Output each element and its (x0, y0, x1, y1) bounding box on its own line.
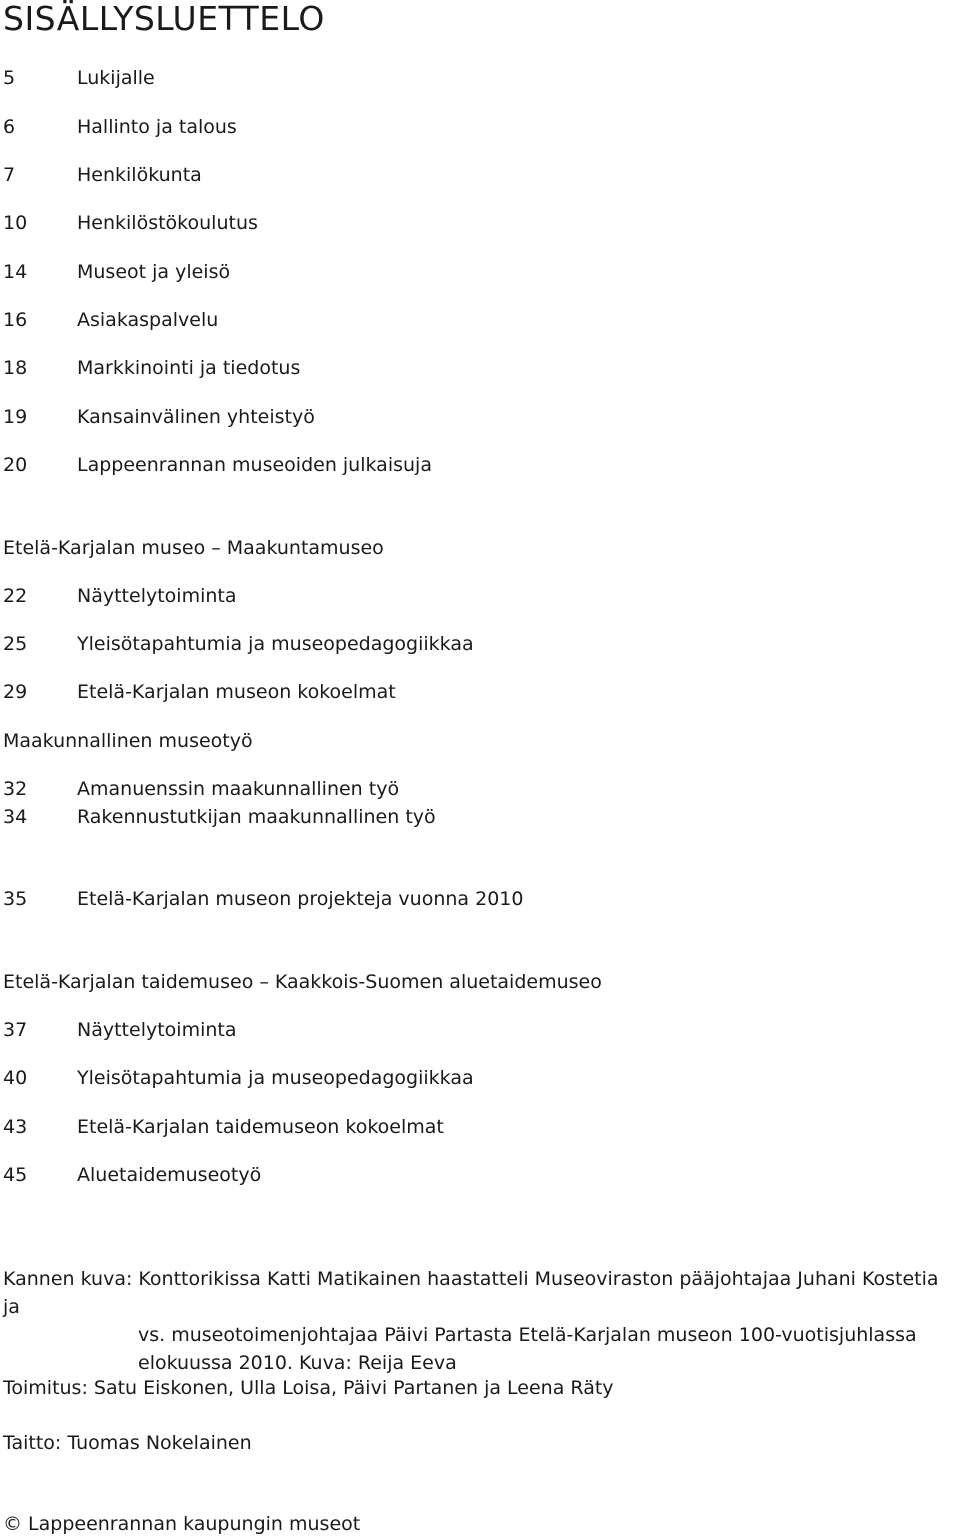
toc-page-number: 29 (3, 681, 28, 703)
toc-entry-yleisotapahtumia-taide[interactable] (3, 1066, 474, 1090)
toc-entry-kansainvalinen[interactable] (3, 405, 315, 429)
toc-entry-rakennustutkija[interactable] (3, 805, 436, 829)
toc-entry-museot-yleiso[interactable] (3, 260, 230, 284)
toc-entry-kokoelmat-taide[interactable] (3, 1115, 444, 1139)
toc-label: Lappeenrannan museoiden julkaisuja (77, 454, 432, 476)
toc-page-number: 19 (3, 406, 28, 428)
toc-label: Henkilökunta (77, 164, 202, 186)
editors-credit: Toimitus: Satu Eiskonen, Ulla Loisa, Päivi Partanen ja Leena Räty (3, 1377, 614, 1399)
toc-label: Henkilöstökoulutus (77, 212, 258, 234)
toc-entry-markkinointi[interactable] (3, 356, 300, 380)
layout-credit: Taitto: Tuomas Nokelainen (3, 1432, 252, 1454)
toc-label: Lukijalle (77, 67, 155, 89)
toc-label: Etelä-Karjalan museon kokoelmat (77, 681, 396, 703)
toc-page-number: 22 (3, 585, 28, 607)
toc-entry-yleisotapahtumia-museo[interactable] (3, 632, 474, 656)
toc-label: Markkinointi ja tiedotus (77, 357, 301, 379)
toc-label: Aluetaidemuseotyö (77, 1164, 262, 1186)
toc-label: Näyttelytoiminta (77, 1019, 237, 1041)
toc-entry-julkaisuja[interactable] (3, 453, 432, 477)
cover-photo-caption (3, 1265, 958, 1377)
toc-label: Näyttelytoiminta (77, 585, 237, 607)
toc-page-number: 45 (3, 1164, 28, 1186)
toc-entry-kokoelmat-museo[interactable] (3, 680, 396, 704)
toc-page-number: 37 (3, 1019, 28, 1041)
toc-page-number: 14 (3, 261, 28, 283)
toc-page-number: 18 (3, 357, 28, 379)
copyright-notice: © Lappeenrannan kaupungin museot (3, 1513, 361, 1535)
toc-entry-aluetaidemuseotyo[interactable] (3, 1163, 261, 1187)
toc-page-number: 40 (3, 1067, 28, 1089)
cover-caption-line-3: elokuussa 2010. Kuva: Reija Eeva (138, 1352, 457, 1374)
toc-page-number: 5 (3, 67, 16, 89)
toc-entry-hallinto[interactable] (3, 115, 237, 139)
toc-page-number: 6 (3, 116, 16, 138)
toc-page-number: 7 (3, 164, 16, 186)
toc-entry-henkilokunta[interactable] (3, 163, 202, 187)
toc-page-number: 20 (3, 454, 28, 476)
section-heading-maakunnallinen: Maakunnallinen museotyö (3, 730, 253, 752)
section-heading-taidemuseo: Etelä-Karjalan taidemuseo – Kaakkois-Suomen aluetaidemuseo (3, 971, 602, 993)
toc-label: Yleisötapahtumia ja museopedagogiikkaa (77, 633, 474, 655)
toc-label: Etelä-Karjalan museon projekteja vuonna 2010 (77, 888, 524, 910)
toc-entry-nayttelytoiminta-taide[interactable] (3, 1018, 237, 1042)
toc-entry-asiakaspalvelu[interactable] (3, 308, 218, 332)
cover-caption-label: Kannen kuva: (3, 1268, 133, 1290)
toc-entry-henkilostokoulutus[interactable] (3, 211, 258, 235)
toc-page-number: 10 (3, 212, 28, 234)
toc-label: Etelä-Karjalan taidemuseon kokoelmat (77, 1116, 444, 1138)
toc-entry-amanuenssi[interactable] (3, 777, 399, 801)
toc-page-number: 43 (3, 1116, 28, 1138)
cover-caption-line-2: vs. museotoimenjohtajaa Päivi Partasta Etelä-Karjalan museon 100-vuotisjuhlassa (138, 1324, 917, 1346)
toc-label: Yleisötapahtumia ja museopedagogiikkaa (77, 1067, 474, 1089)
toc-page-number: 35 (3, 888, 28, 910)
toc-page-number: 32 (3, 778, 28, 800)
cover-caption-line-1: Konttorikissa Katti Matikainen haastatteli Museoviraston pääjohtajaa Juhani Kostetia ja (3, 1268, 939, 1318)
toc-page-number: 25 (3, 633, 28, 655)
toc-page-number: 34 (3, 806, 28, 828)
toc-label: Hallinto ja talous (77, 116, 237, 138)
toc-entry-lukijalle[interactable] (3, 66, 155, 90)
toc-entry-projekteja[interactable] (3, 887, 523, 911)
toc-label: Amanuenssin maakunnallinen työ (77, 778, 400, 800)
toc-page-number: 16 (3, 309, 28, 331)
toc-label: Asiakaspalvelu (77, 309, 219, 331)
page-title: SISÄLLYSLUETTELO (3, 0, 325, 38)
toc-label: Kansainvälinen yhteistyö (77, 406, 315, 428)
toc-label: Rakennustutkijan maakunnallinen työ (77, 806, 436, 828)
section-heading-ek-museo: Etelä-Karjalan museo – Maakuntamuseo (3, 537, 384, 559)
toc-entry-nayttelytoiminta-museo[interactable] (3, 584, 237, 608)
toc-label: Museot ja yleisö (77, 261, 231, 283)
